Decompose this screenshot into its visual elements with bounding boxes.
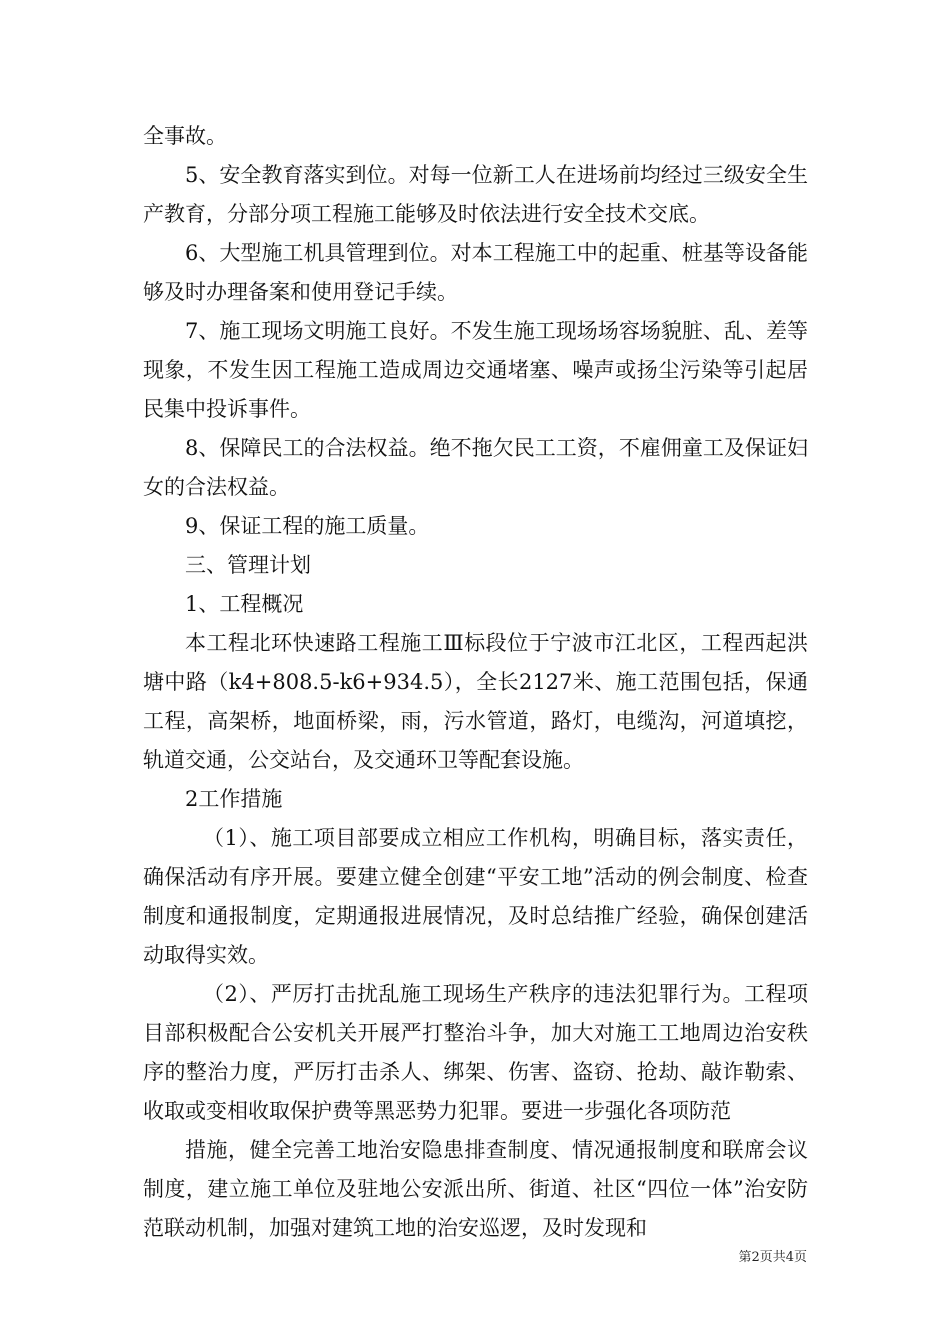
subheading-project-overview: 1、工程概况 xyxy=(185,592,304,616)
paragraph-item-8: 8、保障民工的合法权益。绝不拖欠民工工资，不雇佣童工及保证妇女的合法权益。 xyxy=(143,436,808,499)
subheading-work-measures: 2工作措施 xyxy=(185,787,283,811)
document-body xyxy=(143,117,808,1248)
page-number-footer: 第2页共4页 xyxy=(738,1250,807,1265)
paragraph-project-overview: 本工程北环快速路工程施工Ⅲ标段位于宁波市江北区，工程西起洪塘中路（k4+808.5-k6+934.5），全长2127米、施工范围包括，保通工程，高架桥，地面桥梁，雨，污水管道，路灯，电缆沟，河道填挖，轨道交通，公交站台，及交通环卫等配套设施。 xyxy=(143,631,808,772)
paragraph-item-5: 5、安全教育落实到位。对每一位新工人在进场前均经过三级安全生产教育，分部分项工程施工能够及时依法进行安全技术交底。 xyxy=(143,163,808,226)
section-heading-management-plan: 三、管理计划 xyxy=(185,553,311,577)
paragraph-measures-continued: 措施，健全完善工地治安隐患排查制度、情况通报制度和联席会议制度，建立施工单位及驻地公安派出所、街道、社区“四位一体”治安防范联动机制，加强对建筑工地的治安巡逻，及时发现和 xyxy=(143,1138,808,1240)
paragraph-continuation: 全事故。 xyxy=(143,124,227,148)
paragraph-measure-1: （1）、施工项目部要成立相应工作机构，明确目标，落实责任，确保活动有序开展。要建立健全创建“平安工地”活动的例会制度、检查制度和通报制度，定期通报进展情况，及时总结推广经验，确保创建活动取得实效。 xyxy=(143,826,808,967)
paragraph-item-7: 7、施工现场文明施工良好。不发生施工现场场容场貌脏、乱、差等现象，不发生因工程施工造成周边交通堵塞、噪声或扬尘污染等引起居民集中投诉事件。 xyxy=(143,319,808,421)
paragraph-item-9: 9、保证工程的施工质量。 xyxy=(185,514,430,538)
paragraph-measure-2: （2）、严厉打击扰乱施工现场生产秩序的违法犯罪行为。工程项目部积极配合公安机关开展严打整治斗争，加大对施工工地周边治安秩序的整治力度，严厉打击杀人、绑架、伤害、盗窃、抢劫、敲诈勒索、收取或变相收取保护费等黑恶势力犯罪。要进一步强化各项防范 xyxy=(143,982,808,1123)
paragraph-item-6: 6、大型施工机具管理到位。对本工程施工中的起重、桩基等设备能够及时办理备案和使用登记手续。 xyxy=(143,241,808,304)
